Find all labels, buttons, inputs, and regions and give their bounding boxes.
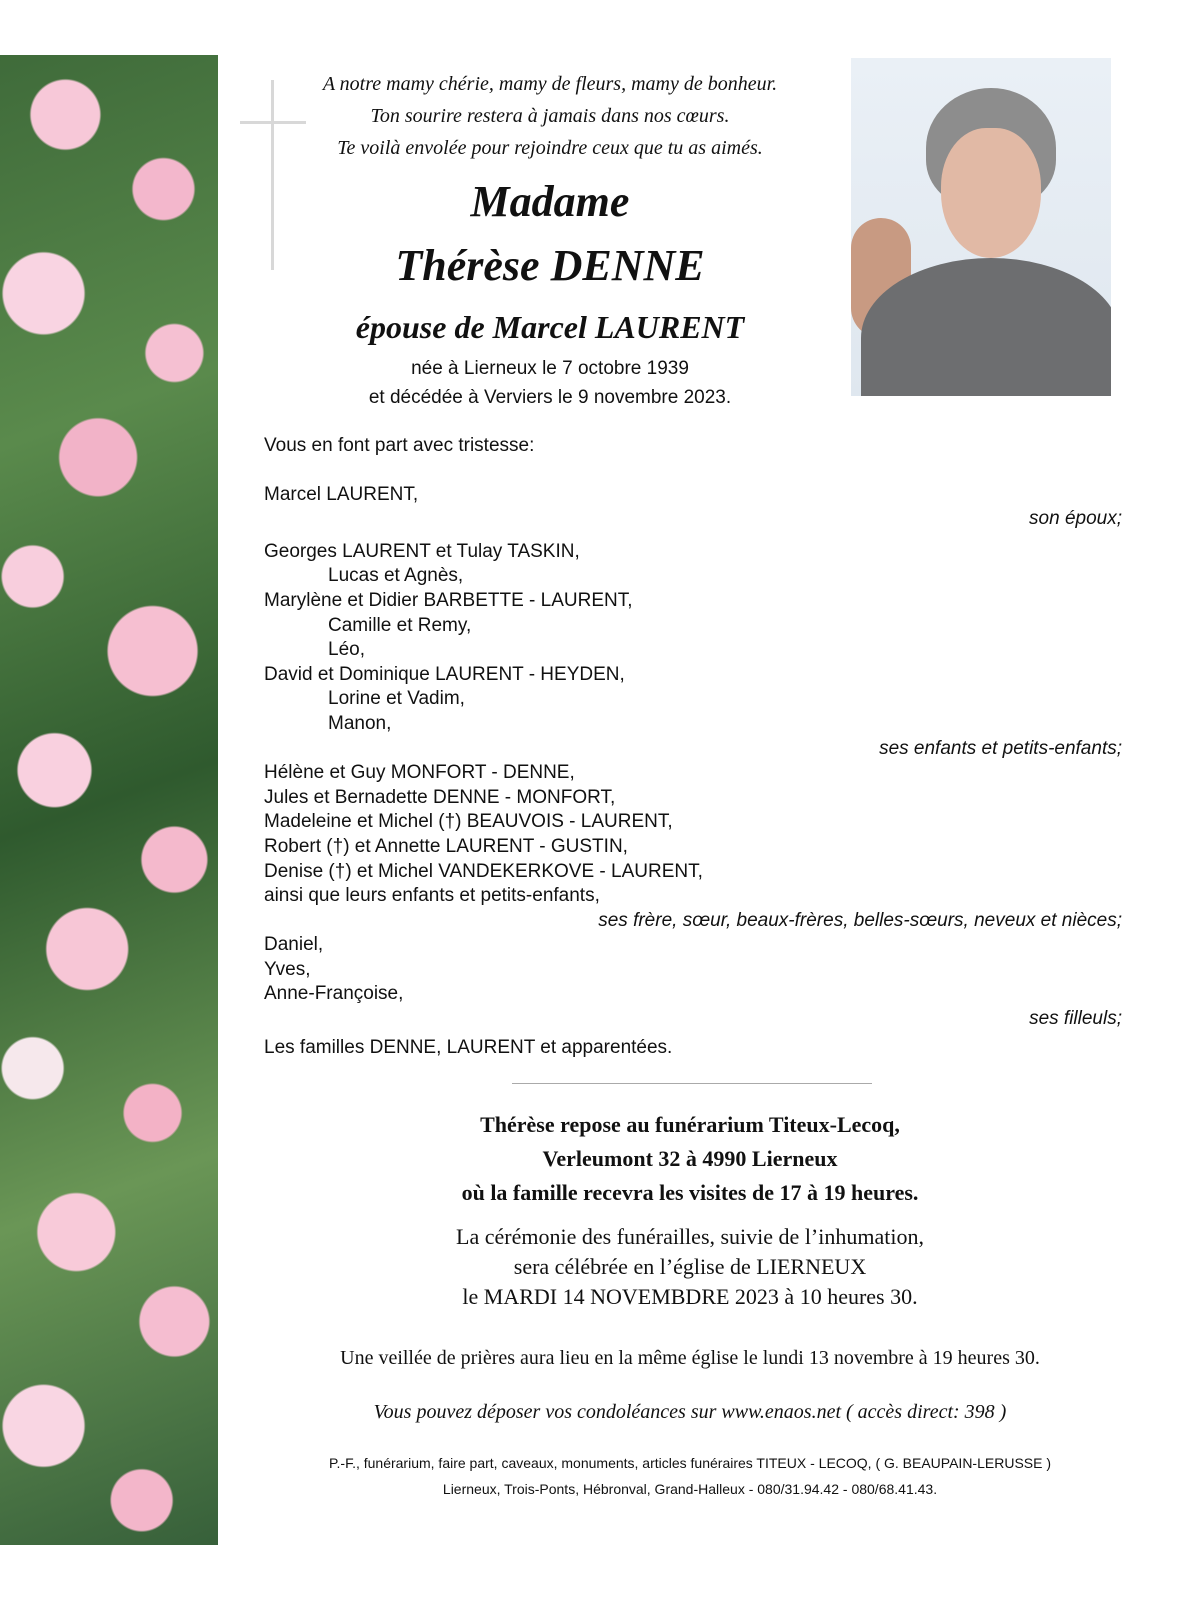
godchildren-role: ses filleuls; [1029,1008,1122,1030]
family-member: Denise (†) et Michel VANDEKERKOVE - LAURENT, [264,860,703,882]
family-list [264,434,1122,1060]
family-member: Léo, [328,639,365,661]
poem-line: A notre mamy chérie, mamy de fleurs, mamy de bonheur. [322,73,778,95]
footer [240,1450,1140,1502]
siblings-role: ses frère, sœur, beaux-frères, belles-sœurs, neveux et nièces; [598,909,1122,931]
family-member: Lorine et Vadim, [328,688,465,710]
spouse-name: Marcel LAURENT, [264,483,419,505]
poem-line: Te voilà envolée pour rejoindre ceux que tu as aimés. [337,137,763,159]
ceremony-line: La cérémonie des funérailles, suivie de l’inhumation, [456,1224,924,1249]
spouse-role: son époux; [1029,508,1122,530]
ceremony-line: sera célébrée en l’église de LIERNEUX [513,1254,867,1279]
family-member: Daniel, [264,934,324,956]
children-role: ses enfants et petits-enfants; [879,737,1122,759]
family-member: Camille et Remy, [328,614,472,636]
footer-line: Lierneux, Trois-Ponts, Hébronval, Grand-Halleux - 080/31.94.42 - 080/68.41.43. [442,1481,938,1497]
cross-icon [271,80,274,270]
honorific: Madame [470,177,630,226]
birth-line: née à Lierneux le 7 octobre 1939 [411,358,689,379]
family-member: Robert (†) et Annette LAURENT - GUSTIN, [264,835,628,857]
spouse-line: épouse de Marcel LAURENT [355,309,745,345]
portrait-photo [851,58,1111,396]
repose-line: Verleumont 32 à 4990 Lierneux [542,1146,838,1171]
ceremony-block [290,1222,1090,1312]
ceremony-line: le MARDI 14 NOVEMBDRE 2023 à 10 heures 30. [462,1284,918,1309]
family-member: Manon, [328,712,392,734]
family-member: David et Dominique LAURENT - HEYDEN, [264,663,625,685]
family-member: Anne-Françoise, [264,983,404,1005]
family-member: Marylène et Didier BARBETTE - LAURENT, [264,589,633,611]
family-member: Jules et Bernadette DENNE - MONFORT, [264,786,616,808]
vigil-text: Une veillée de prières aura lieu en la même église le lundi 13 novembre à 19 heures 30. [340,1347,1040,1369]
poem-line: Ton sourire restera à jamais dans nos cœurs. [370,105,730,127]
poem [290,68,810,164]
deceased-name: Thérèse DENNE [395,241,705,290]
family-member: Georges LAURENT et Tulay TASKIN, [264,540,580,562]
death-line: et décédée à Verviers le 9 novembre 2023. [368,387,732,408]
family-member: Lucas et Agnès, [328,565,464,587]
repose-line: où la famille recevra les visites de 17 à 19 heures. [461,1180,919,1205]
families-line: Les familles DENNE, LAURENT et apparentées. [264,1036,673,1058]
godchildren-list [264,933,1122,1007]
divider [512,1083,872,1084]
family-member: Yves, [264,958,311,980]
footer-line: P.-F., funérarium, faire part, caveaux, monuments, articles funéraires TITEUX - LECOQ, ( G. BEAUPAIN-LERUSSE ) [328,1455,1052,1471]
siblings-list [264,761,1122,909]
family-member: Madeleine et Michel (†) BEAUVOIS - LAURENT, [264,811,673,833]
intro-text: Vous en font part avec tristesse: [264,435,535,456]
family-member: Hélène et Guy MONFORT - DENNE, [264,762,575,784]
roses-image [0,55,218,1545]
name-block [300,170,800,412]
family-member: ainsi que leurs enfants et petits-enfants, [264,885,600,907]
repose-block [290,1108,1090,1210]
children-list [264,540,1122,737]
repose-line: Thérèse repose au funérarium Titeux-Lecoq, [480,1112,900,1137]
condolences-text: Vous pouvez déposer vos condoléances sur www.enaos.net ( accès direct: 398 ) [373,1401,1007,1423]
